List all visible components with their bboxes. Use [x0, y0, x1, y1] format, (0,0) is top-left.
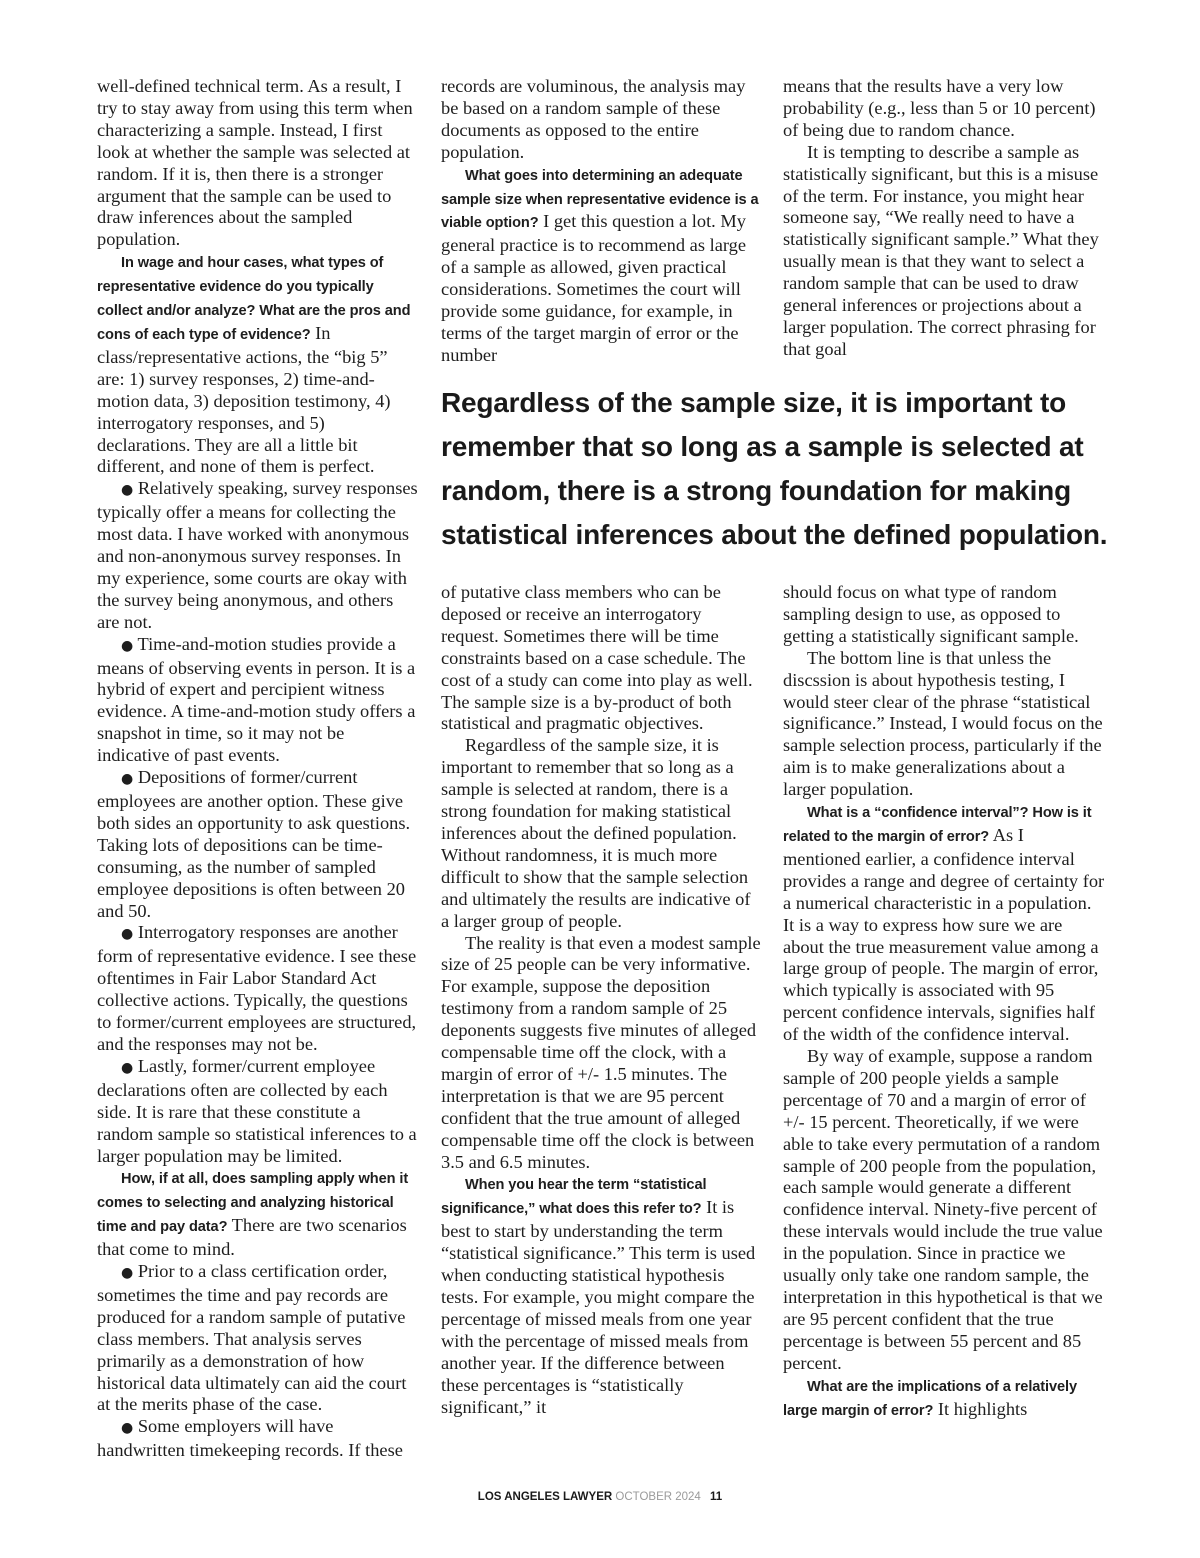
pull-quote: Regardless of the sample size, it is important to remember that so long as a sample is selected at random, there is a strong foundation for making statistical inferences about the defined population. — [441, 387, 1108, 550]
question-heading: What goes into determining an adequate sample size when representative evidence is a viable option? — [441, 167, 759, 232]
column-2-bottom — [441, 582, 763, 1418]
paragraph — [783, 1375, 1105, 1423]
paragraph: well-defined technical term. As a result, I try to stay away from using this term when characterizing a sample. Instead, I first look at whether the sample was selected at random. If it is, then there is a stronger argument that the sample can be used to draw inferences about the sampled population. — [97, 76, 413, 250]
question-heading: How, if at all, does sampling apply when it comes to selecting and analyzing historical time and pay data? — [97, 1171, 409, 1236]
question-heading: What is a “confidence interval”? How is it related to the margin of error? — [783, 805, 1092, 845]
paragraph: means that the results have a very low probability (e.g., less than 5 or 10 percent) of being due to random chance. — [783, 76, 1096, 140]
paragraph — [441, 1173, 763, 1418]
answer-text: As I mentioned earlier, a confidence interval provides a range and degree of certainty for a numerical characteristic in a population. It is a way to express how sure we are about the true measurement value among a large group of people. The margin of error, which typically is associated with 95 percent confidence intervals, signifies half of the width of the confidence interval. — [783, 824, 1105, 1045]
bullet-icon: ● — [121, 771, 134, 788]
paragraph: It is tempting to describe a sample as statistically significant, but this is a misuse of the term. For instance, you might hear someone say, “We really need to have a statistically significant sample.” What they usually mean is that they want to select a random sample that can be used to draw general inferences or projections about a larger population. The correct phrasing for that goal — [783, 141, 1099, 359]
bullet-text: Time-and-motion studies provide a means of observing events in person. It is a hybrid of expert and percipient witness evidence. A time-and-motion study offers a snapshot in time, so it may not be indicative of past events. — [97, 633, 416, 766]
bullet-icon: ● — [121, 637, 134, 654]
answer-text: I get this question a lot. My general practice is to recommend as large of a sample as allowed, given practical considerations. Sometimes the court will provide some guidance, for example, in terms of the target margin of error or the number — [441, 211, 747, 365]
paragraph — [97, 1167, 419, 1261]
paragraph — [441, 164, 763, 367]
bullet-icon: ● — [121, 1059, 134, 1076]
paragraph: The bottom line is that unless the discssion is about hypothesis testing, I would steer clear of the phrase “statistical significance.” Instead, I would focus on the sample selection process, particularly if the aim is to make generalizations about a larger population. — [783, 647, 1103, 800]
bullet-item — [97, 1416, 419, 1462]
paragraph: By way of example, suppose a random sample of 200 people yields a sample percentage of 70 and a margin of error of +/- 15 percent. Theoretically, if we were able to take every permutation of a random sample of 200 people from the population, each sample would generate a different confidence interval. Ninety-five percent of these intervals would include the true value in the population. Since in practice we usually only take one random sample, the interpretation in this hypothetical is that we are 95 percent confident that the true percentage is between 55 percent and 85 percent. — [783, 1046, 1103, 1373]
paragraph: records are voluminous, the analysis may be based on a random sample of these documents as opposed to the entire population. — [441, 76, 746, 162]
page-footer — [0, 1491, 1200, 1503]
bullet-item — [97, 1056, 419, 1168]
bullet-icon: ● — [121, 482, 134, 499]
bullet-icon: ● — [121, 1265, 134, 1282]
bullet-item — [97, 634, 419, 767]
bullet-item — [97, 922, 419, 1055]
column-3-bottom — [783, 582, 1105, 1422]
paragraph — [97, 251, 419, 478]
paragraph — [783, 801, 1105, 1046]
paragraph: of putative class members who can be deposed or receive an interrogatory request. Sometimes there will be time constraints based on a case schedule. The cost of a study can come into play as well. The sample size is a by-product of both statistical and pragmatic objectives. — [441, 582, 753, 734]
paragraph: Regardless of the sample size, it is important to remember that so long as a sample is selected at random, there is a strong foundation for making statistical inferences about the defined population. Without randomness, it is much more difficult to show that the sample selection and ultimately the results are indicative of a larger group of people. — [441, 735, 751, 931]
question-heading: What are the implications of a relatively large margin of error? — [783, 1378, 1078, 1419]
bullet-text: Some employers will have handwritten timekeeping records. If these — [97, 1416, 403, 1461]
issue-date: OCTOBER 2024 — [615, 1491, 701, 1503]
bullet-text: Prior to a class certification order, sometimes the time and pay records are produced for a random sample of putative class members. That analysis serves primarily as a demonstration of how historical data ultimately can aid the court at the merits phase of the case. — [97, 1261, 407, 1415]
bullet-icon: ● — [121, 926, 134, 943]
column-1 — [97, 76, 419, 1462]
bullet-item — [97, 478, 419, 633]
column-2-top — [441, 76, 763, 367]
bullet-text: Lastly, former/current employee declarations often are collected by each side. It is rare that these constitute a random sample so statistical inferences to a larger population may be limited. — [97, 1055, 417, 1166]
paragraph: The reality is that even a modest sample size of 25 people can be very informative. For example, suppose the deposition testimony from a random sample of 25 deponents suggests five minutes of alleged compensable time off the clock, with a margin of error of +/- 1.5 minutes. The interpretation is that we are 95 percent confident that the true amount of alleged compensable time off the clock is between 3.5 and 6.5 minutes. — [441, 932, 761, 1172]
bullet-text: Interrogatory responses are another form of representative evidence. I see these oftentimes in Fair Labor Standard Act collective actions. Typically, the questions to former/current employees are structured, and the responses may not be. — [97, 922, 417, 1054]
answer-text: There are two scenarios that come to mind. — [97, 1215, 407, 1260]
answer-text: It is best to start by understanding the term “statistical significance.” This term is used when conducting statistical hypothesis tests. For example, you might compare the percentage of missed meals from one year with the percentage of missed meals from another year. If the difference between these percentages is “statistically significant,” it — [441, 1197, 756, 1417]
column-3-top — [783, 76, 1105, 361]
answer-text: In class/representative actions, the “big 5” are: 1) survey responses, 2) time-and-motion data, 3) deposition testimony, 4) interrogatory responses, and 5) declarations. They are all a little bit different, and none of them is perfect. — [97, 322, 391, 477]
bullet-text: Depositions of former/current employees are another option. These give both sides an opportunity to ask questions. Taking lots of depositions can be time-consuming, as the number of sampled employee depositions is often between 20 and 50. — [97, 767, 411, 921]
magazine-name: LOS ANGELES LAWYER — [477, 1491, 613, 1503]
page-number: 11 — [710, 1491, 723, 1503]
question-heading: When you hear the term “statistical significance,” what does this refer to? — [441, 1177, 707, 1218]
question-heading: In wage and hour cases, what types of representative evidence do you typically collect and/or analyze? What are the pros and cons of each type of evidence? — [97, 255, 411, 343]
paragraph: should focus on what type of random sampling design to use, as opposed to getting a statistically significant sample. — [783, 582, 1079, 646]
bullet-text: Relatively speaking, survey responses typically offer a means for collecting the most data. I have worked with anonymous and non-anonymous survey responses. In my experience, some courts are okay with the survey being anonymous, and others are not. — [97, 478, 418, 632]
bullet-item — [97, 767, 419, 922]
answer-text: It highlights — [937, 1398, 1028, 1419]
bullet-icon: ● — [121, 1420, 134, 1437]
bullet-item — [97, 1261, 419, 1416]
